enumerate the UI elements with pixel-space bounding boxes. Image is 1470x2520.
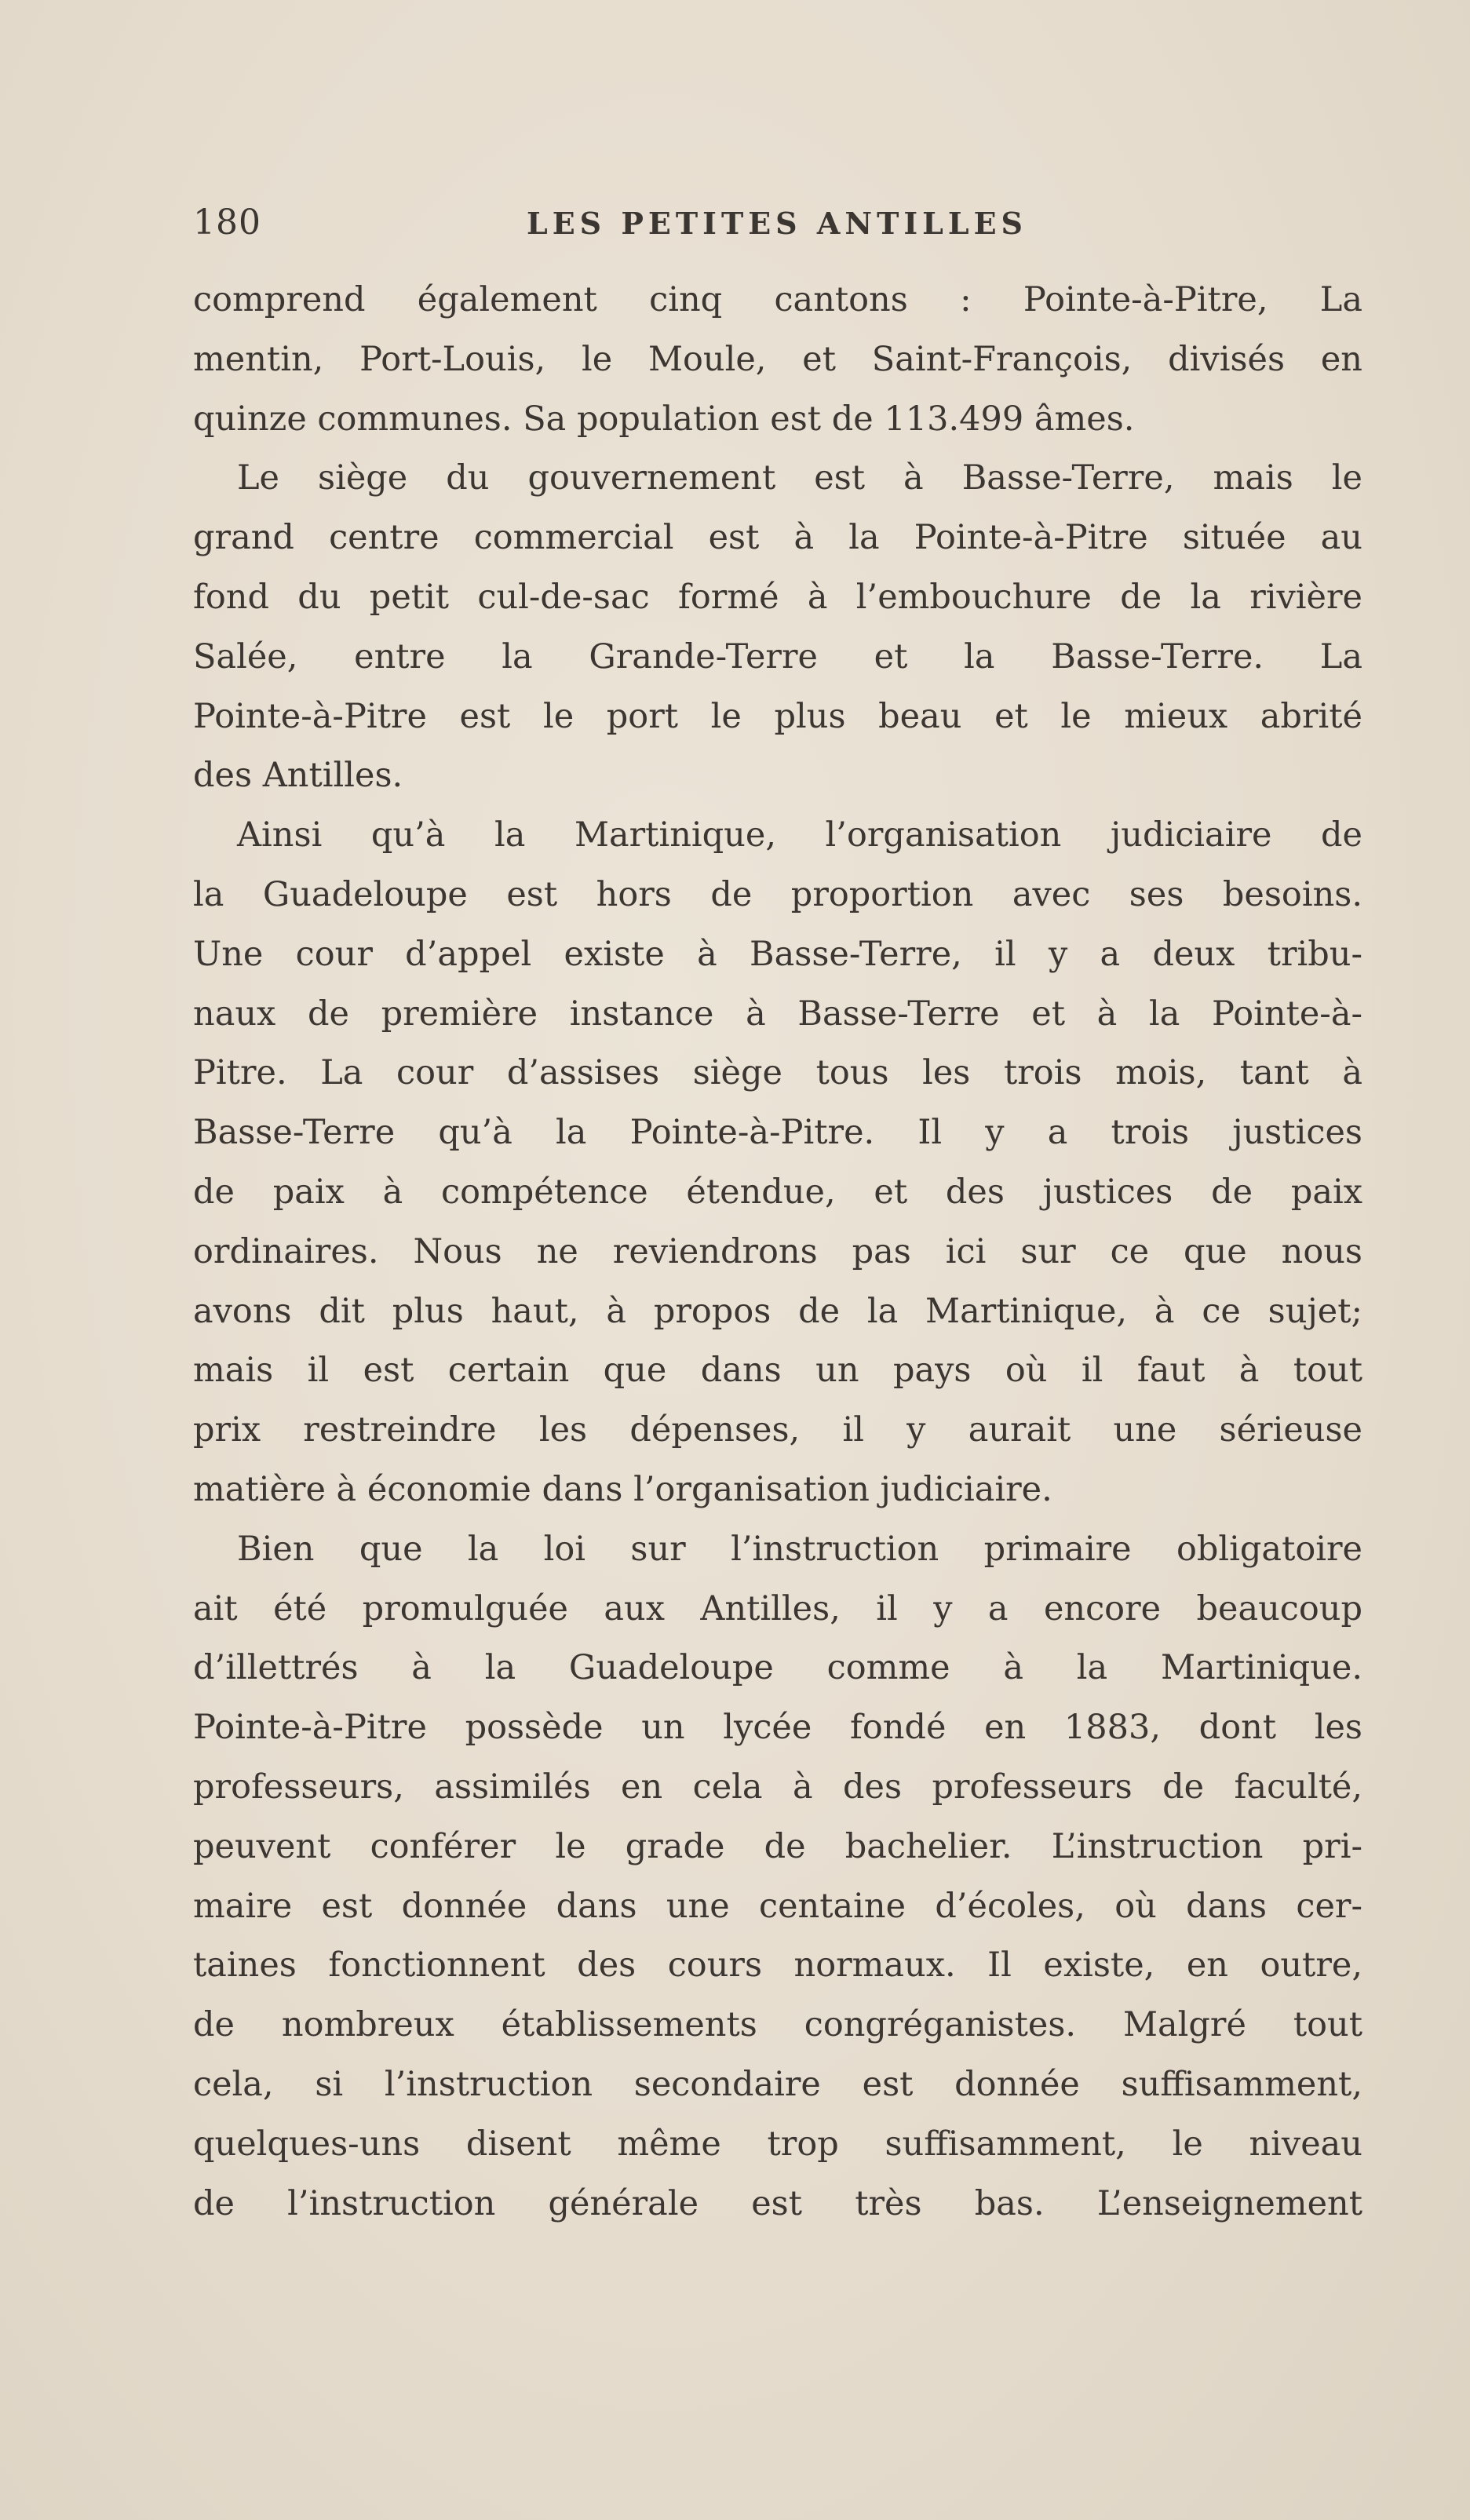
text-line: mentin, Port-Louis, le Moule, et Saint-François, divisés en	[193, 339, 1362, 379]
text-line: Une cour d’appel existe à Basse-Terre, il y a deux tribu-	[193, 934, 1362, 974]
text-line: Pitre. La cour d’assises siège tous les trois mois, tant à	[193, 1053, 1362, 1093]
text-line: Ainsi qu’à la Martinique, l’organisation judiciaire de	[237, 815, 1362, 855]
body-text	[193, 271, 1362, 2234]
text-line: naux de première instance à Basse-Terre et à la Pointe-à-	[193, 994, 1362, 1034]
text-line: la Guadeloupe est hors de proportion avec ses besoins.	[193, 874, 1362, 914]
text-line: de paix à compétence étendue, et des justices de paix	[193, 1172, 1362, 1212]
text-line: Salée, entre la Grande-Terre et la Basse-Terre. La	[193, 636, 1362, 676]
text-line: ait été promulguée aux Antilles, il y a encore beaucoup	[193, 1588, 1362, 1628]
text-line: fond du petit cul-de-sac formé à l’embouchure de la rivière	[193, 577, 1362, 617]
text-line: quelques-uns disent même trop suffisamment, le niveau	[193, 2124, 1362, 2164]
page-header	[193, 202, 1362, 250]
text-line: Pointe-à-Pitre possède un lycée fondé en 1883, dont les	[193, 1708, 1362, 1748]
text-line: professeurs, assimilés en cela à des professeurs de faculté,	[193, 1767, 1362, 1807]
text-line: Le siège du gouvernement est à Basse-Terre, mais le	[237, 458, 1362, 498]
running-title: LES PETITES ANTILLES	[527, 206, 1027, 241]
text-line: des Antilles.	[193, 756, 403, 796]
text-line: ordinaires. Nous ne reviendrons pas ici sur ce que nous	[193, 1231, 1362, 1271]
text-line: prix restreindre les dépenses, il y aurait une sérieuse	[193, 1410, 1362, 1450]
text-line: de nombreux établissements congréganistes. Malgré tout	[193, 2005, 1362, 2045]
text-line: d’illettrés à la Guadeloupe comme à la Martinique.	[193, 1648, 1362, 1688]
text-line: mais il est certain que dans un pays où il faut à tout	[193, 1351, 1362, 1391]
page-number: 180	[193, 202, 261, 243]
text-line: matière à économie dans l’organisation judiciaire.	[193, 1469, 1052, 1509]
text-line: Pointe-à-Pitre est le port le plus beau et le mieux abrité	[193, 696, 1362, 736]
text-line: Basse-Terre qu’à la Pointe-à-Pitre. Il y a trois justices	[193, 1113, 1362, 1153]
text-line: Bien que la loi sur l’instruction primaire obligatoire	[237, 1529, 1362, 1569]
text-line: peuvent conférer le grade de bachelier. L’instruction pri-	[193, 1826, 1362, 1866]
text-line: taines fonctionnent des cours normaux. Il existe, en outre,	[193, 1946, 1362, 1986]
text-line: avons dit plus haut, à propos de la Martinique, à ce sujet;	[193, 1291, 1362, 1331]
text-line: grand centre commercial est à la Pointe-à-Pitre située au	[193, 518, 1362, 558]
text-line: de l’instruction générale est très bas. L’enseignement	[193, 2183, 1362, 2223]
text-line: cela, si l’instruction secondaire est donnée suffisamment,	[193, 2064, 1362, 2104]
text-line: quinze communes. Sa population est de 113.499 âmes.	[193, 399, 1135, 439]
text-line: maire est donnée dans une centaine d’écoles, où dans cer-	[193, 1886, 1362, 1926]
text-line: comprend également cinq cantons : Pointe-à-Pitre, La	[193, 280, 1362, 319]
